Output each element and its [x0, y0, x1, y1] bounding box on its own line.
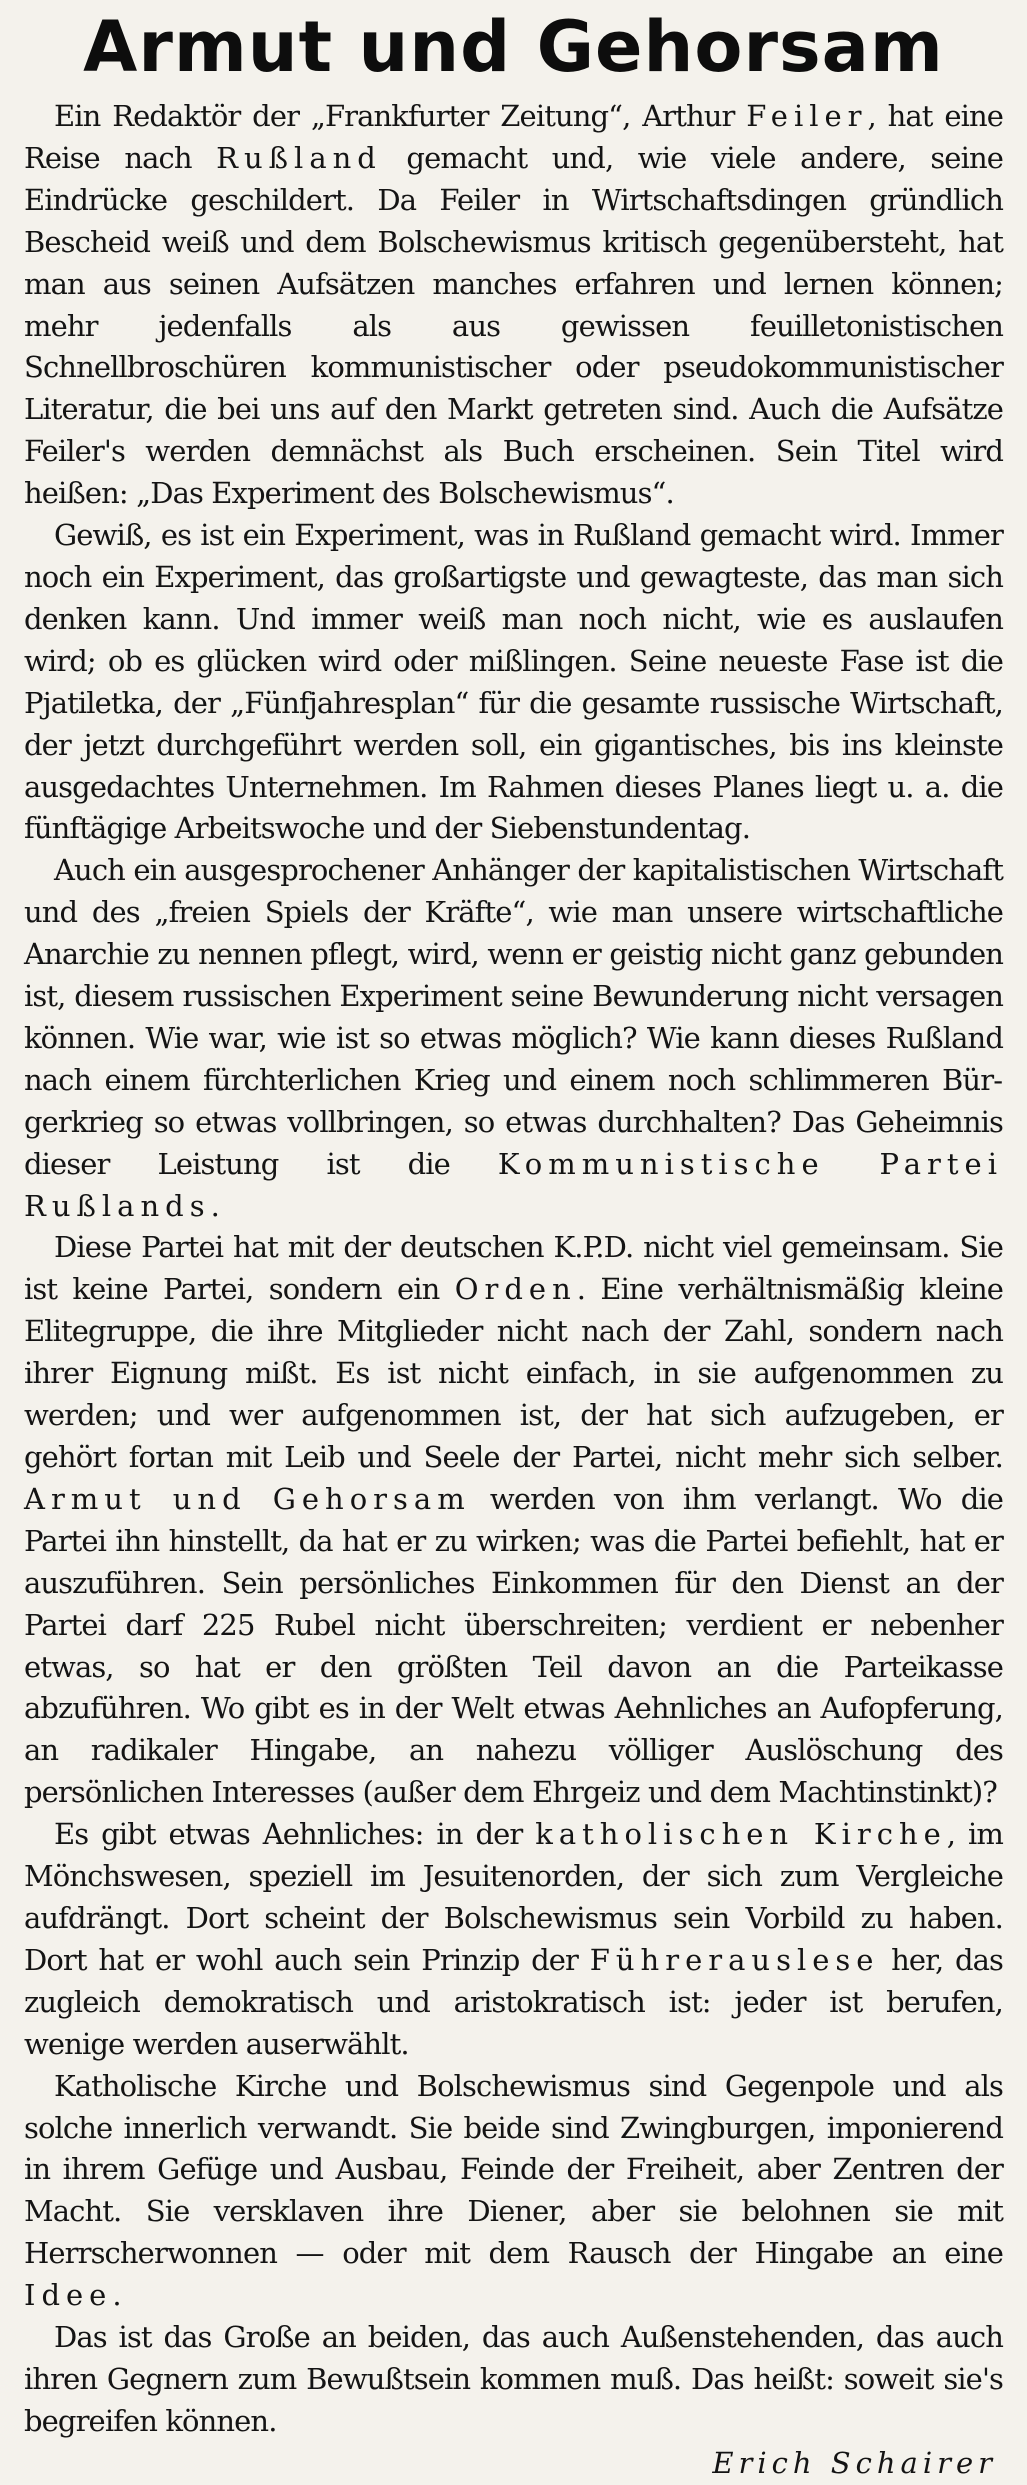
emphasized-text: Feiler: [746, 99, 868, 133]
paragraph-5: [24, 1814, 1003, 2065]
emphasized-text: Idee: [24, 2278, 113, 2313]
text-run: . Eine verhältnismäßig kleine Elitegruppe, die ihre Mitglieder nicht nach der Zahl, sondern nach ihrer Eignung mißt. Es ist nicht einfach, in sie aufgenommen zu werden; und wer aufgenommen ist, der hat sich aufzugeben, er gehört fortan mit Leib und Seele der Partei, nicht mehr sich selber.: [24, 1272, 1003, 1474]
emphasized-text: katholischen Kirche: [535, 1817, 947, 1852]
text-run: Das ist das Große an beiden, das auch Außenstehenden, das auch ihren Gegnern zum Bewußtsein kommen muß. Das heißt: soweit sie's begreifen können.: [24, 2320, 1003, 2438]
text-run: Auch ein ausgesprochener Anhänger der kapitalistischen Wirtschaft und des „freien Spiels der Kräfte“, wie man unsere wirtschaftliche Anarchie zu nennen pflegt, wird, wenn er geistig nicht ganz gebunden ist, diesem russischen Experiment seine Bewunderung nicht versagen können. Wie war, wie ist so etwas möglich? Wie kann dieses Rußland nach einem fürchterlichen Krieg und einem noch schlimmeren Bürgerkrieg so etwas vollbringen, so etwas durchhalten? Das Geheimnis dieser Leistung ist die: [24, 853, 1003, 1181]
emphasized-text: Armut und Gehorsam: [24, 1481, 471, 1516]
text-run: Es gibt etwas Aehnliches: in der: [54, 1817, 536, 1852]
emphasized-text: Führerauslese: [589, 1942, 880, 1977]
text-run: Diese Partei hat mit der deutschen K.P.D. nicht viel gemeinsam. Sie ist keine Partei, sondern ein: [24, 1230, 1003, 1307]
text-run: Ein Redaktör der „Frankfurter Zeitung“, Arthur: [54, 99, 747, 133]
paragraph-4: [24, 1227, 1003, 1814]
emphasized-text: Rußland: [216, 140, 382, 175]
text-run: her, das zugleich demokratisch und aristokratisch ist: jeder ist berufen, wenige werden auserwählt.: [24, 1942, 1004, 2061]
emphasized-text: Kommunistische Partei Rußlands: [24, 1146, 1003, 1223]
text-run: , im Mönchswesen, speziell im Jesuitenorden, der sich zum Vergleiche aufdrängt. Dort scheint der Bolschewismus sein Vorbild zu haben. Dort hat er wohl auch sein Prinzip der: [24, 1817, 1003, 1977]
text-run: .: [210, 1188, 219, 1223]
paragraph-2: [24, 515, 1003, 850]
paragraph-7: [24, 2317, 1003, 2443]
text-run: .: [112, 2278, 121, 2313]
author-signature: Erich Schairer: [712, 2445, 997, 2480]
paragraph-3: [24, 850, 1003, 1227]
text-run: gemacht und, wie viele andere, seine Eindrücke geschildert. Da Feiler in Wirtschaftsdingen gründlich Bescheid weiß und dem Bolschewismus kritisch gegenübersteht, hat man aus seinen Aufsätzen manches erfahren und lernen können; mehr jedenfalls als aus gewissen feuilletonistischen Schnellbroschüren kommunistischer oder pseudokommunistischer Literatur, die bei uns auf den Markt getreten sind. Auch die Aufsätze Feiler's werden demnächst als Buch erscheinen. Sein Titel wird heißen: „Das Experiment des Bolschewismus“.: [24, 140, 1003, 511]
paragraph-1: [24, 96, 1003, 515]
emphasized-text: Orden: [454, 1272, 577, 1307]
article-headline: Armut und Gehorsam: [83, 6, 944, 88]
paragraph-6: [24, 2066, 1003, 2317]
text-run: Katholische Kirche und Bolschewismus sind Gegenpole und als solche innerlich verwandt. Sie beide sind Zwingburgen, imponierend in ihrem Gefüge und Ausbau, Feinde der Freiheit, aber Zentren der Macht. Sie versklaven ihre Diener, aber sie belohnen sie mit Herrscherwonnen — oder mit dem Rausch der Hingabe an eine: [24, 2068, 1003, 2271]
text-run: , hat eine Reise nach: [24, 99, 1003, 175]
article-body: [24, 96, 1003, 2485]
text-run: Gewiß, es ist ein Experiment, was in Rußland gemacht wird. Immer noch ein Experiment, das großartigste und gewagteste, das man sich denken kann. Und immer weiß man noch nicht, wie es auslaufen wird; ob es glücken wird oder mißlingen. Seine neueste Fase ist die Pjatiletka, der „Fünfjahresplan“ für die gesamte russische Wirtschaft, der jetzt durchgeführt werden soll, ein gigantisches, bis ins kleinste ausgedachtes Unternehmen. Im Rahmen dieses Planes liegt u. a. die fünftägige Arbeitswoche und der Siebenstundentag.: [24, 518, 1003, 846]
text-run: werden von ihm verlangt. Wo die Partei ihn hinstellt, da hat er zu wirken; was die Partei befiehlt, hat er auszuführen. Sein persönliches Einkommen für den Dienst an der Partei darf 225 Rubel nicht überschreiten; verdient er nebenher etwas, so hat er den größten Teil davon an die Parteikasse abzuführen. Wo gibt es in der Welt etwas Aehnliches an Aufopferung, an radikaler Hingabe, an nahezu völliger Auslöschung des persönlichen Interesses (außer dem Ehrgeiz und dem Machtinstinkt)?: [24, 1481, 1003, 1810]
